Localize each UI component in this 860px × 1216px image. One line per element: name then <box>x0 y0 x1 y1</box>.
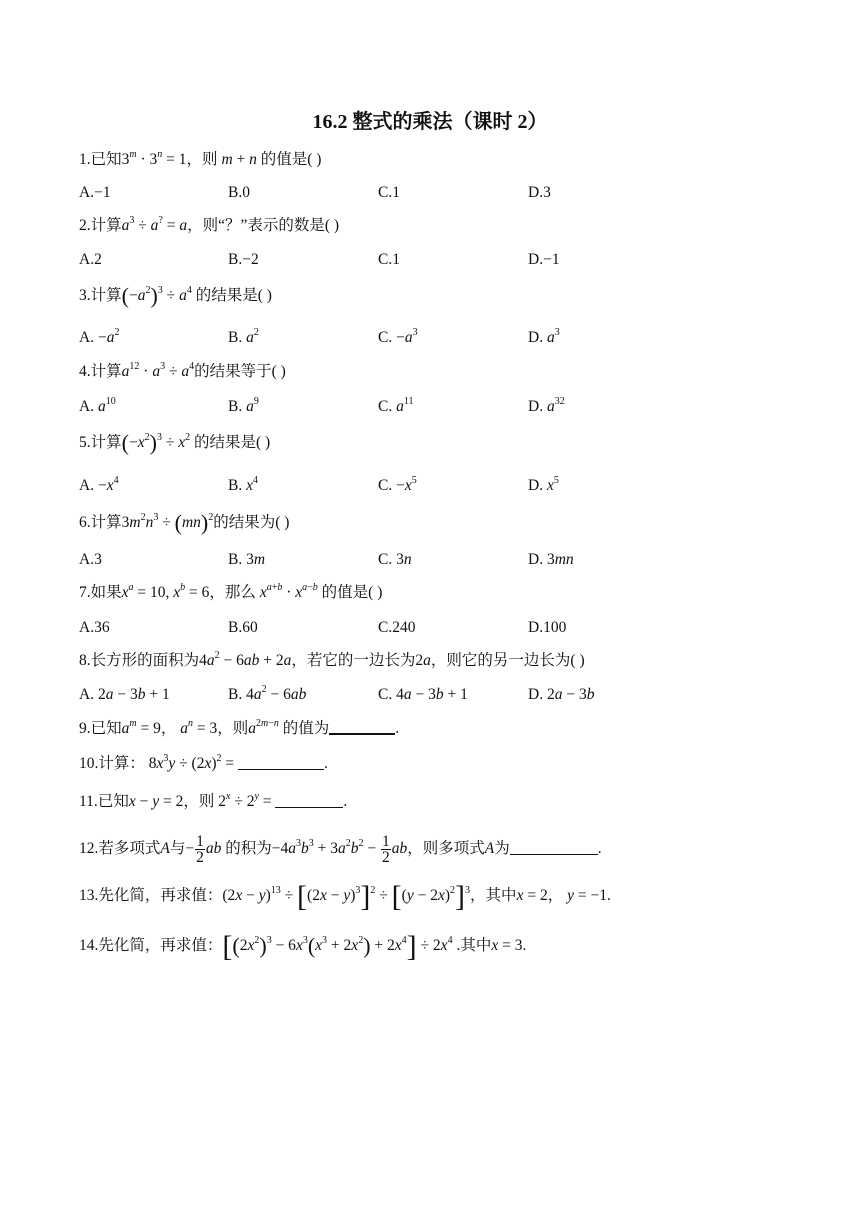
q1-option-d[interactable]: D.3 <box>528 184 551 201</box>
q1-option-a[interactable]: A.−1 <box>79 184 111 201</box>
q2-option-b[interactable]: B.−2 <box>228 251 259 268</box>
q8-option-c[interactable]: C. 4a − 3b + 1 <box>378 686 468 703</box>
q5-option-b[interactable]: B. $x^4$ <box>228 475 258 494</box>
q4-option-c[interactable]: C. $a^{11}$ <box>378 396 414 415</box>
q2-option-c[interactable]: C.1 <box>378 251 400 268</box>
q1-option-c[interactable]: C.1 <box>378 184 400 201</box>
q3-option-a[interactable]: A. $-a^2$ <box>79 327 120 346</box>
q5-option-c[interactable]: C. $-x^5$ <box>378 475 417 494</box>
question-5: 5.计算$(-x^2)^3 \div x^2$ 的结果是( ) <box>79 430 271 455</box>
question-10: 10.计算： $8x^3y \div (2x)^2$ = . <box>79 753 328 772</box>
q7-option-c[interactable]: C.240 <box>378 619 416 636</box>
answer-blank[interactable] <box>510 840 598 855</box>
q8-option-d[interactable]: D. 2a − 3b <box>528 686 595 703</box>
q6-option-d[interactable]: D. 3mn <box>528 551 574 568</box>
question-9: 9.已知$a^m = 9$， $a^n = 3$，则$a^{2m-n}$ 的值为 . <box>79 718 400 737</box>
q3-option-b[interactable]: B. $a^2$ <box>228 327 259 346</box>
answer-blank[interactable] <box>275 793 343 808</box>
q3-option-d[interactable]: D. $a^3$ <box>528 327 560 346</box>
q5-option-a[interactable]: A. $-x^4$ <box>79 475 119 494</box>
question-4: 4.计算$a^{12} \cdot a^3 \div a^4$的结果等于( ) <box>79 361 286 380</box>
q3-option-c[interactable]: C. $-a^3$ <box>378 327 418 346</box>
q7-option-b[interactable]: B.60 <box>228 619 258 636</box>
question-13: 13.先化简，再求值：$(2x - y)^{13} \div [(2x - y)^3]^2 \div [(y - 2x)^2]^3$，其中x = 2， y = −1. <box>79 880 611 913</box>
q8-option-a[interactable]: A. 2a − 3b + 1 <box>79 686 170 703</box>
answer-blank[interactable] <box>238 755 324 770</box>
q6-option-b[interactable]: B. 3m <box>228 551 266 568</box>
q4-option-a[interactable]: A. $a^{10}$ <box>79 396 116 415</box>
q7-option-a[interactable]: A.36 <box>79 619 110 636</box>
question-7: 7.如果$x^a = 10$, $x^b = 6$，那么 $x^{a+b} \cdot x^{a-b}$ 的值是( ) <box>79 582 383 601</box>
question-14: 14.先化简，再求值：$[(2x^2)^3 - 6x^3(x^3 + 2x^2) + 2x^4] \div 2x^4$ .其中x = 3. <box>79 930 527 963</box>
q2-option-d[interactable]: D.−1 <box>528 251 560 268</box>
question-12: 12.若多项式A与− $\frac{1}{2}$ ab 的积为$-4a^3b^3 + 3a^2b^2$ − $\frac{1}{2}$ ab，则多项式A为 . <box>79 833 602 866</box>
question-2: 2.计算$a^3 \div a^? = a$，则“？”表示的数是( ) <box>79 215 340 234</box>
q2-option-a[interactable]: A.2 <box>79 251 102 268</box>
question-1: 1.已知$3^m \cdot 3^n = 1$，则 m + n 的值是( ) <box>79 149 322 168</box>
q7-option-d[interactable]: D.100 <box>528 619 567 636</box>
q4-option-d[interactable]: D. $a^{32}$ <box>528 396 565 415</box>
question-8: 8.长方形的面积为$4a^2 - 6ab + 2a$，若它的一边长为2a，则它的另一边长为( ) <box>79 650 585 669</box>
q1-option-b[interactable]: B.0 <box>228 184 250 201</box>
q6-option-a[interactable]: A.3 <box>79 551 102 568</box>
page-title: 16.2 整式的乘法（课时 2） <box>312 111 548 133</box>
q4-option-b[interactable]: B. $a^9$ <box>228 396 259 415</box>
q8-option-b[interactable]: B. $4a^2 - 6ab$ <box>228 684 307 703</box>
q6-option-c[interactable]: C. 3n <box>378 551 412 568</box>
question-3: 3.计算$(-a^2)^3 \div a^4$ 的结果是( ) <box>79 283 272 308</box>
answer-blank[interactable] <box>329 719 395 735</box>
q5-option-d[interactable]: D. $x^5$ <box>528 475 559 494</box>
question-11: 11.已知x − y = 2，则 $2^x \div 2^y$ = . <box>79 791 348 810</box>
question-6: 6.计算$3m^2n^3 \div (mn)^2$的结果为( ) <box>79 510 290 535</box>
